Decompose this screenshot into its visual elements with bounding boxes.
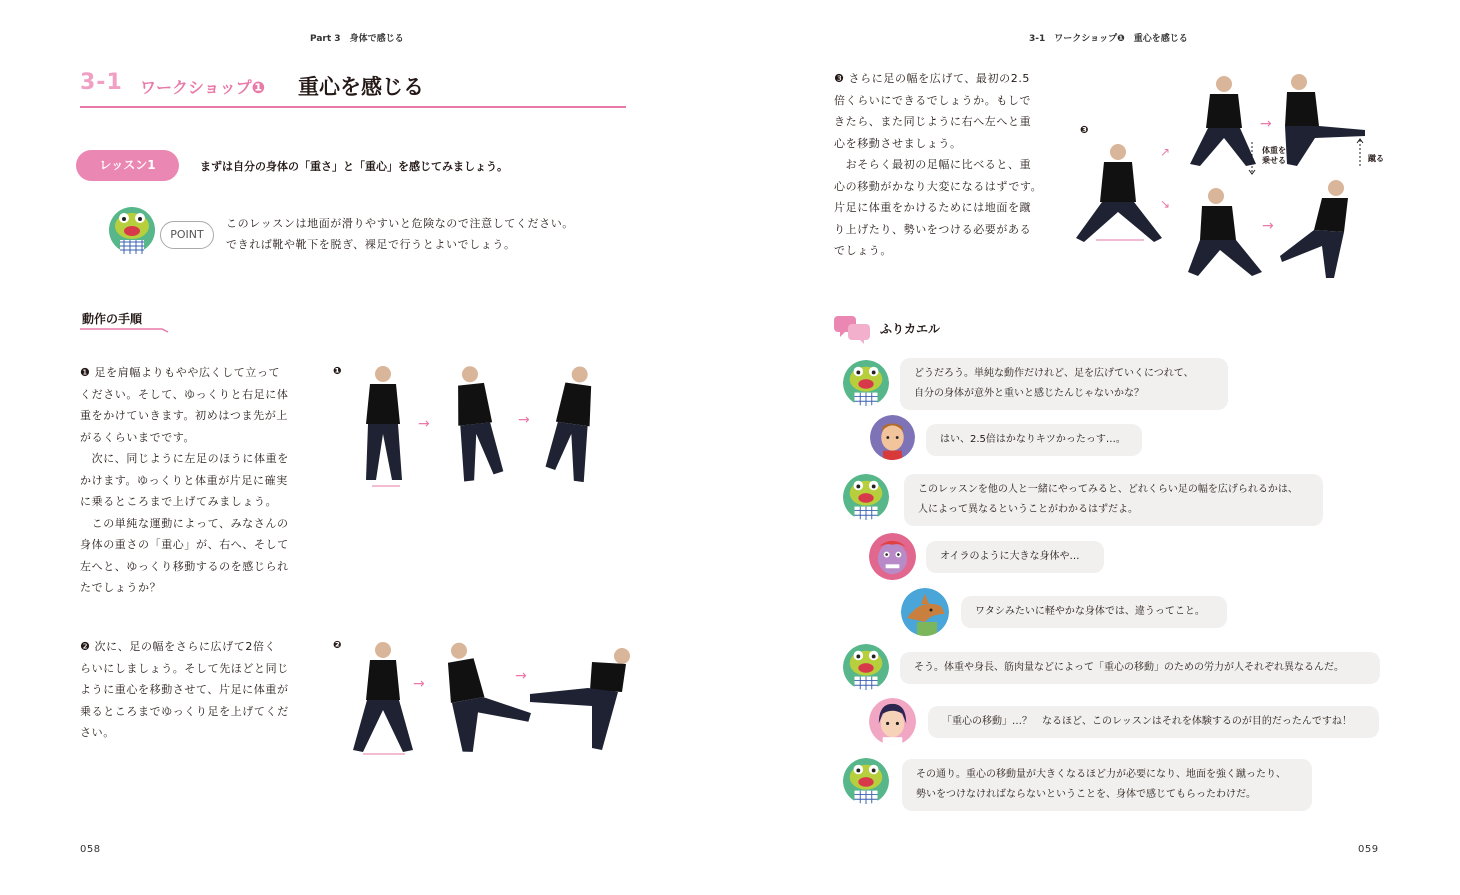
person-figure bbox=[544, 364, 599, 482]
step1-text bbox=[80, 362, 320, 599]
section-number: 3-1 bbox=[80, 70, 123, 95]
dialogue-line: ワタシみたいに軽やかな身体では、違うってこと。 bbox=[975, 606, 1205, 617]
point-text bbox=[226, 213, 574, 255]
dialogue-line: 勢いをつけなければならないということを、身体で感じてもらったわけだ。 bbox=[916, 789, 1256, 800]
section-subtitle: ワークショップ❶ bbox=[140, 78, 266, 97]
person-figure bbox=[1285, 74, 1365, 166]
dialogue-bubble bbox=[926, 541, 1104, 573]
text-line: 左へと、ゆっくり移動するのを感じられ bbox=[80, 559, 289, 573]
svg-text:→: → bbox=[1262, 218, 1274, 234]
step2-text bbox=[80, 636, 320, 744]
text-line: ください。そして、ゆっくりと右足に体 bbox=[80, 387, 289, 401]
point-bubble: POINT bbox=[160, 221, 214, 249]
svg-text:→: → bbox=[518, 412, 530, 428]
dialogue-line: このレッスンを他の人と一緒にやってみると、どれくらい足の幅を広げられるかは、 bbox=[918, 484, 1298, 495]
person-figure bbox=[530, 648, 630, 750]
svg-text:↘: ↘ bbox=[1160, 197, 1171, 211]
point-line: できれば靴や靴下を脱ぎ、裸足で行うとよいでしょう。 bbox=[226, 238, 516, 251]
step3-text bbox=[834, 68, 1054, 262]
text-line: 乗るところまでゆっくり足を上げてくだ bbox=[80, 704, 289, 718]
dialogue-line: 「重心の移動」…？ なるほど、このレッスンはそれを体験するのが目的だったんですね！ bbox=[942, 716, 1352, 727]
label-weight-line2: 乗せる bbox=[1262, 156, 1286, 165]
text-line: ❷ 次に、足の幅をさらに広げて2倍く bbox=[80, 640, 277, 653]
frog-avatar-icon bbox=[843, 474, 889, 520]
dialogue-line: 自分の身体が意外と重いと感じたんじゃないかな？ bbox=[914, 388, 1144, 399]
text-line: り上げたり、勢いをつける必要がある bbox=[834, 222, 1032, 236]
dialogue-bubble bbox=[928, 706, 1379, 738]
svg-text:→: → bbox=[515, 668, 527, 684]
person-figure bbox=[1190, 76, 1256, 166]
dialogue-line: はい、2.5倍はかなりキツかったっす…。 bbox=[940, 434, 1126, 445]
text-line: 倍くらいにできるでしょうか。もしで bbox=[834, 93, 1032, 107]
step1-photo-sequence bbox=[350, 362, 620, 492]
section-title: 重心を感じる bbox=[298, 75, 424, 99]
text-line: ❶ 足を肩幅よりもやや広くして立って bbox=[80, 366, 281, 379]
step3-photo-sequence bbox=[1074, 70, 1394, 280]
label-weight bbox=[1262, 146, 1286, 166]
fig2-label: ❷ bbox=[333, 640, 342, 651]
text-line: 身体の重さの「重心」が、右へ、そして bbox=[80, 538, 289, 551]
left-running-head: Part 3 身体で感じる bbox=[310, 34, 404, 44]
label-weight-line1: 体重を bbox=[1262, 146, 1286, 155]
text-line: 心を移動させましょう。 bbox=[834, 136, 962, 150]
dialogue-line: その通り。重心の移動量が大きくなるほど力が必要になり、地面を強く蹴ったり、 bbox=[916, 769, 1286, 780]
step2-photo-sequence bbox=[345, 636, 645, 762]
heading-underline-icon bbox=[80, 324, 170, 334]
person-figure bbox=[1280, 180, 1348, 278]
fox-avatar-icon bbox=[901, 588, 949, 636]
lesson-instruction: まずは自分の身体の「重さ」と「重心」を感じてみましょう。 bbox=[200, 160, 508, 173]
lesson-badge: レッスン1 bbox=[76, 150, 179, 181]
ogre-avatar-icon bbox=[869, 533, 916, 580]
svg-text:→: → bbox=[418, 416, 430, 432]
label-kick: 蹴る bbox=[1368, 154, 1384, 163]
fig1-label: ❶ bbox=[333, 366, 342, 377]
girl-avatar-icon bbox=[869, 698, 916, 745]
text-line: 次に、同じように左足のほうに体重を bbox=[80, 452, 289, 465]
text-line: さい。 bbox=[80, 726, 115, 739]
text-line: らいにしましょう。そして先ほどと同じ bbox=[80, 661, 289, 675]
text-line: かけます。ゆっくりと体重が片足に確実 bbox=[80, 473, 288, 487]
page-number-right: 059 bbox=[1358, 844, 1379, 855]
text-line: 心の移動がかなり大変になるはずです。 bbox=[834, 179, 1043, 193]
right-running-head: 3-1 ワークショップ❶ 重心を感じる bbox=[1029, 34, 1188, 44]
person-figure bbox=[441, 636, 536, 754]
point-line: このレッスンは地面が滑りやすいと危険なので注意してください。 bbox=[226, 217, 574, 230]
dialogue-bubble bbox=[900, 652, 1380, 684]
svg-text:↗: ↗ bbox=[1160, 145, 1171, 159]
person-figure bbox=[353, 642, 413, 752]
frog-avatar-icon bbox=[843, 644, 889, 690]
speech-bubbles-icon bbox=[834, 314, 874, 344]
procedure-heading: 動作の手順 bbox=[82, 312, 143, 326]
title-rule bbox=[80, 106, 626, 108]
dialogue-line: オイラのように大きな身体や… bbox=[940, 551, 1080, 562]
svg-text:→: → bbox=[1260, 116, 1272, 132]
furikaeru-heading: ふりカエル bbox=[880, 322, 941, 336]
frog-avatar-icon bbox=[843, 360, 889, 406]
text-line: たでしょうか？ bbox=[80, 581, 162, 594]
frog-icon bbox=[108, 206, 156, 254]
fig3-label: ❸ bbox=[1080, 125, 1089, 136]
text-line: 重をかけていきます。初めはつま先が上 bbox=[80, 409, 288, 422]
person-figure bbox=[1076, 144, 1162, 242]
dialogue-bubble bbox=[926, 424, 1142, 456]
dialogue-bubble bbox=[961, 596, 1227, 628]
dialogue-line: どうだろう。単純な動作だけれど、足を広げていくにつれて、 bbox=[914, 368, 1194, 379]
svg-text:→: → bbox=[413, 676, 425, 692]
text-line: ❸ さらに足の幅を広げて、最初の2.5 bbox=[834, 72, 1031, 85]
person-figure bbox=[366, 366, 402, 480]
frog-avatar-icon bbox=[843, 758, 889, 804]
text-line: きたら、また同じように右へ左へと重 bbox=[834, 115, 1032, 128]
text-line: でしょう。 bbox=[834, 244, 892, 257]
text-line: ように重心を移動させて、片足に体重が bbox=[80, 683, 289, 696]
text-line: おそらく最初の足幅に比べると、重 bbox=[834, 158, 1032, 171]
text-line: に乗るところまで上げてみましょう。 bbox=[80, 495, 278, 508]
person-figure bbox=[452, 364, 504, 482]
text-line: がるくらいまでです。 bbox=[80, 430, 196, 444]
dialogue-line: 人によって異なるということがわかるはずだよ。 bbox=[918, 504, 1138, 515]
person-figure bbox=[1188, 188, 1262, 276]
text-line: この単純な運動によって、みなさんの bbox=[80, 516, 289, 530]
dialogue-bubble bbox=[904, 474, 1323, 526]
dialogue-bubble bbox=[900, 358, 1228, 410]
dialogue-bubble bbox=[902, 759, 1312, 811]
text-line: 片足に体重をかけるためには地面を蹴 bbox=[834, 201, 1032, 214]
dialogue-line: そう。体重や身長、筋肉量などによって「重心の移動」のための労力が人それぞれ異なるんだ。 bbox=[914, 662, 1344, 673]
boy-avatar-icon bbox=[870, 415, 915, 460]
page-number-left: 058 bbox=[80, 844, 101, 855]
